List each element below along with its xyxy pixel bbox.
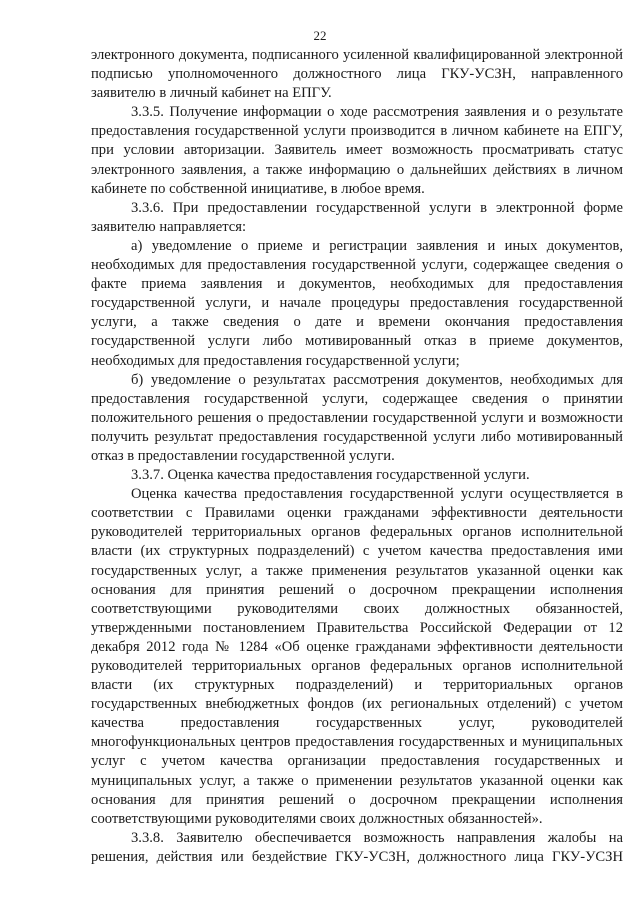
page-number: 22 bbox=[313, 28, 327, 43]
paragraph-3-3-7-body: Оценка качества предоставления государственной услуги осуществляется в соответствии с Правилами оценки гражданами эффективности деятельности руководителей территориальных органов федеральных органов исполнительной власти (их структурных подразделений) с учетом качества предоставления ими государственных услуг, а также применения результатов указанной оценки как основания для принятия решений о досрочном прекращении исполнения соответствующими руководителями своих должностных обязанностей, утвержденными постановлением Правительства Российской Федерации от 12 декабря 2012 года № 1284 «Об оценке гражданами эффективности деятельности руководителей территориальных органов федеральных органов исполнительной власти (их структурных подразделений) и территориальных органов государственных внебюджетных фондов (их региональных отделений) с учетом качества предоставления государственных услуг, руководителей многофункциональных центров предоставления государственных и муниципальных услуг с учетом качества организации предоставления государственных и муниципальных услуг, а также о применении результатов указанной оценки как основания для принятия решений о досрочном прекращении исполнения соответствующими руководителями своих должностных обязанностей». bbox=[91, 486, 623, 827]
paragraph-continuation-epgu-document: электронного документа, подписанного усиленной квалифицированной электронной подписью уполномоченного должностного лица ГКУ-УСЗН, направленного заявителю в личный кабинет на ЕПГУ. bbox=[91, 47, 623, 102]
document-body bbox=[91, 46, 623, 867]
paragraph-3-3-7-heading: 3.3.7. Оценка качества предоставления государственной услуги. bbox=[131, 467, 530, 484]
paragraph-3-3-6-item-b: б) уведомление о результатах рассмотрения документов, необходимых для предоставления государственной услуги, содержащее сведения о принятии положительного решения о предоставлении государственной услуги и возможности получить результат предоставления государственной услуги либо мотивированный отказ в предоставлении государственной услуги. bbox=[91, 371, 623, 464]
paragraph-3-3-6-item-a: а) уведомление о приеме и регистрации заявления и иных документов, необходимых для предоставления государственной услуги, содержащее сведения о факте приема заявления и документов, необходимых для предоставления государственной услуги, и начале процедуры предоставления государственной услуги, а также сведения о дате и времени окончания предоставления государственной услуги либо мотивированный отказ в приеме документов, необходимых для предоставления государственной услуги; bbox=[91, 237, 623, 369]
paragraph-3-3-5: 3.3.5. Получение информации о ходе рассмотрения заявления и о результате предоставления государственной услуги производится в личном кабинете на ЕПГУ, при условии авторизации. Заявитель имеет возможность просматривать статус электронного заявления, а также информацию о дальнейших действиях в личном кабинете по собственной инициативе, в любое время. bbox=[91, 104, 623, 197]
paragraph-3-3-6: 3.3.6. При предоставлении государственной услуги в электронной форме заявителю направляется: bbox=[91, 199, 623, 235]
paragraph-3-3-8: 3.3.8. Заявителю обеспечивается возможность направления жалобы на решения, действия или бездействие ГКУ-УСЗН, должностного лица ГКУ-УСЗН bbox=[91, 829, 623, 865]
